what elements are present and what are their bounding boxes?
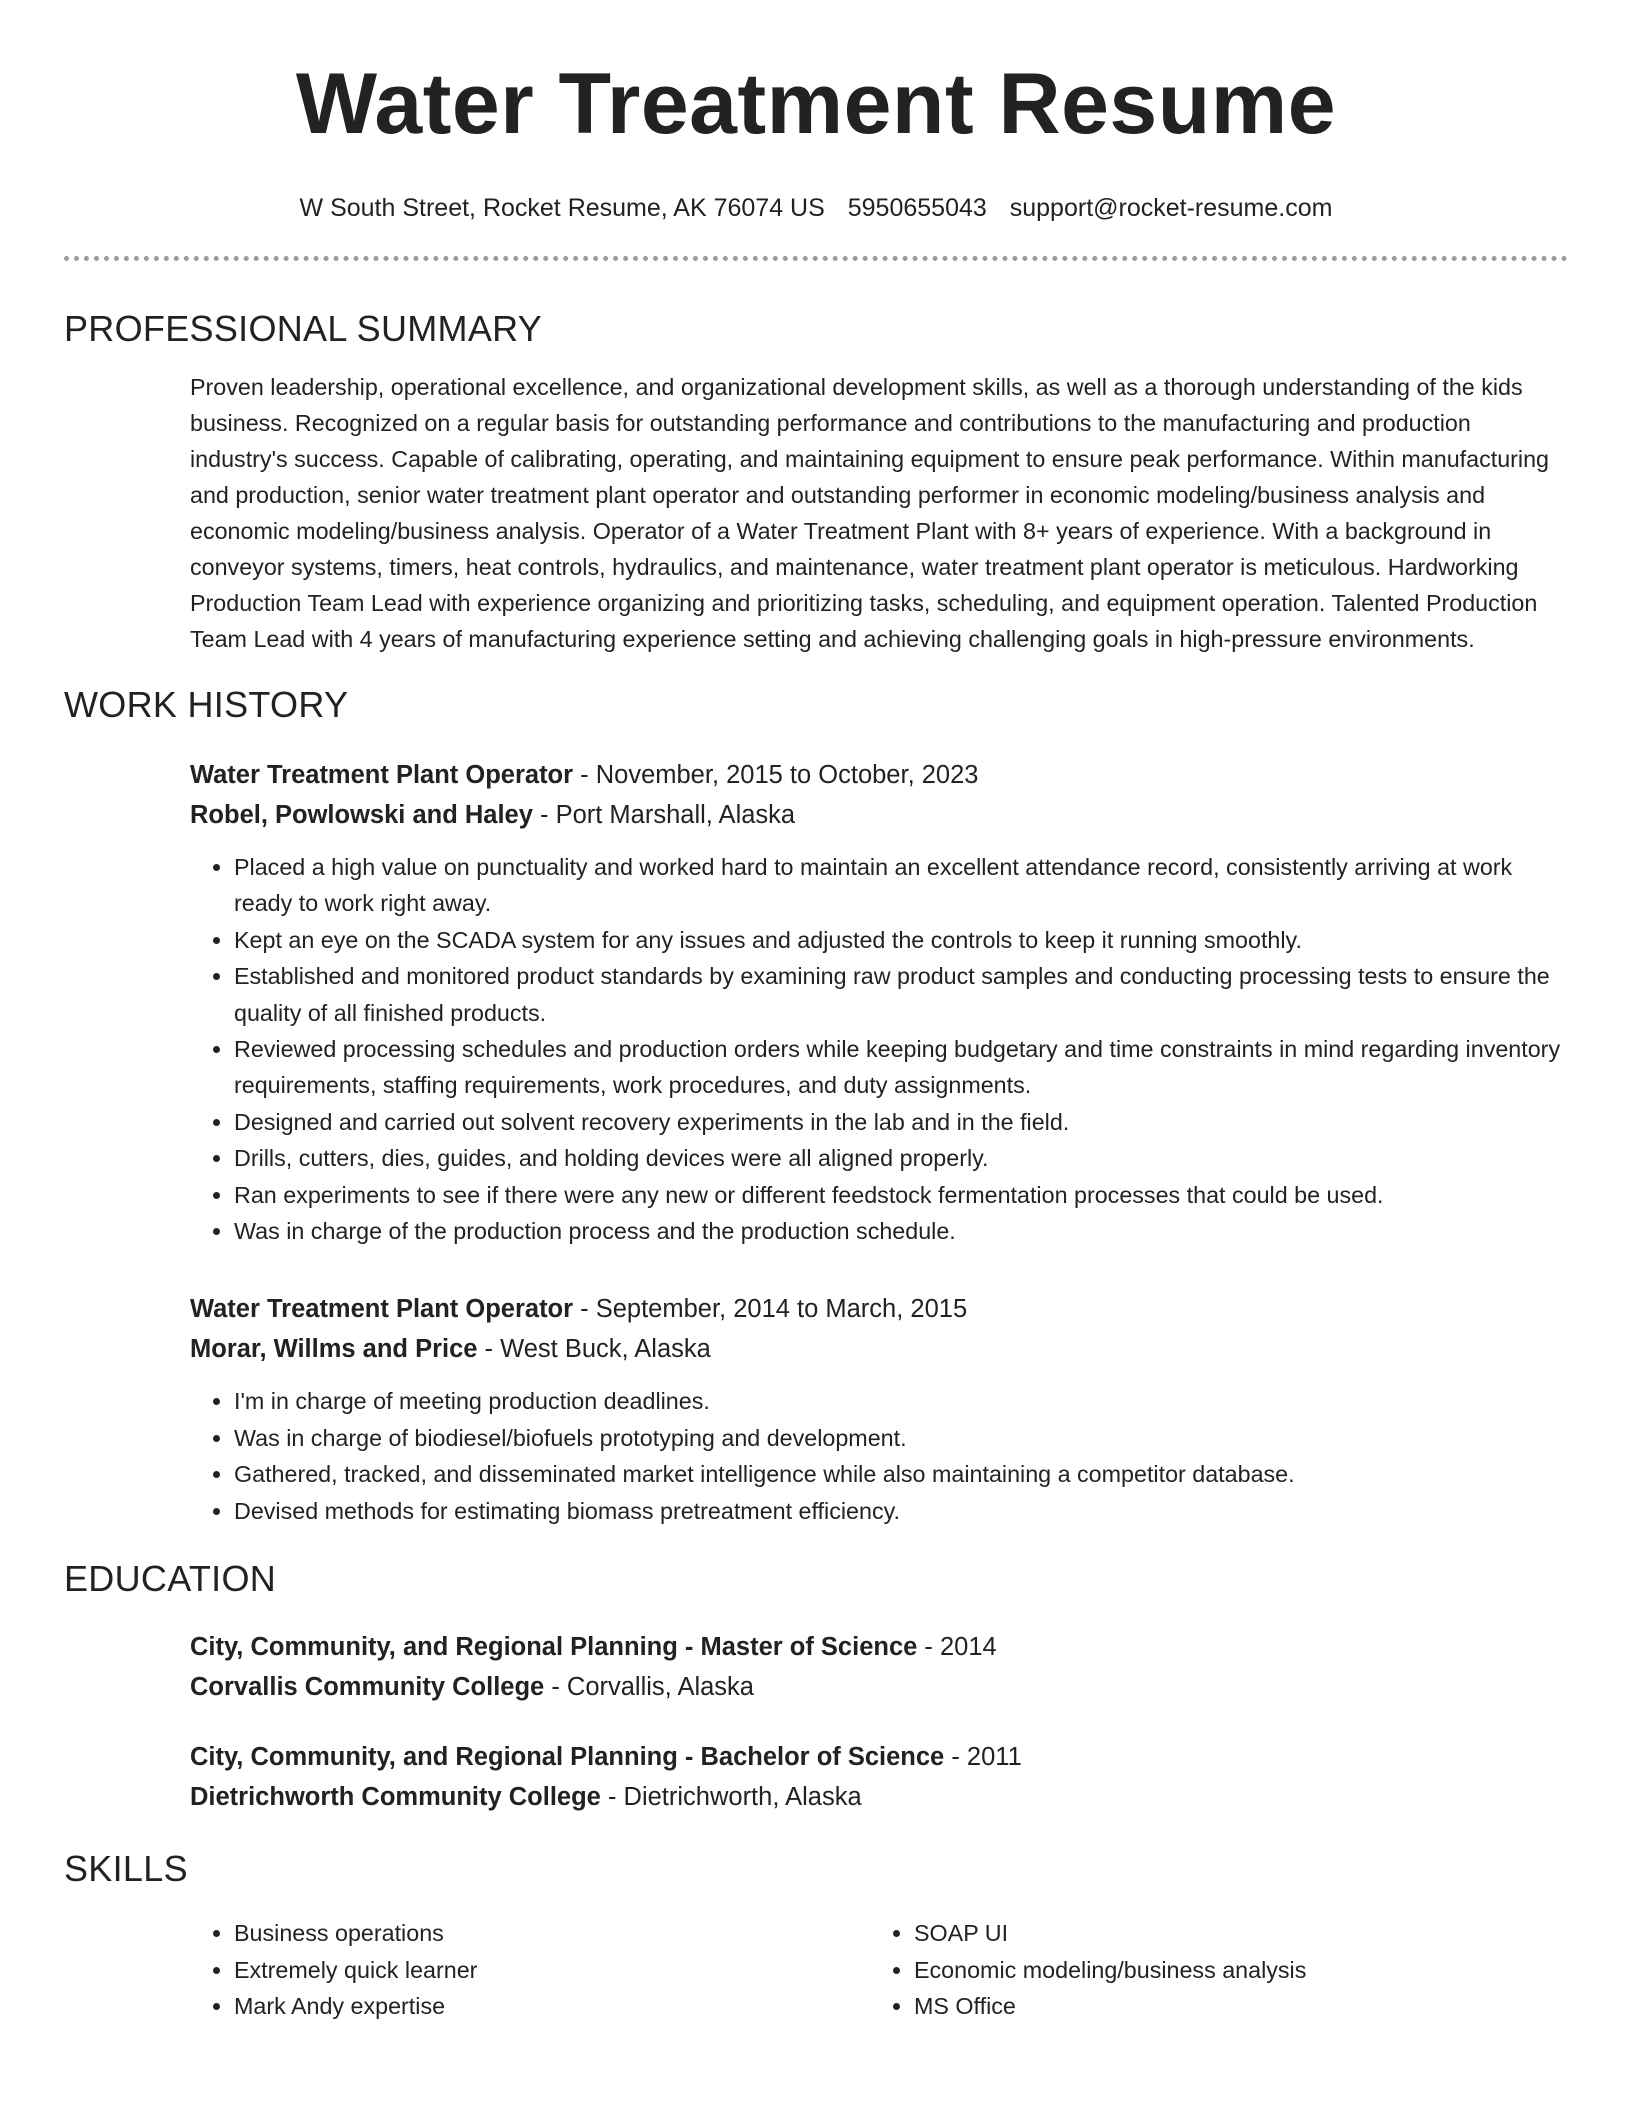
education-school: Corvallis Community College bbox=[190, 1673, 545, 1702]
work-history-heading: WORK HISTORY bbox=[64, 684, 349, 725]
education-location: - Corvallis, Alaska bbox=[544, 1673, 754, 1702]
job-bullet: • Placed a high value on punctuality and worked hard to maintain an excellent attendance record, consistently arriving at work ready to work right away. bbox=[234, 849, 1568, 922]
header-divider bbox=[64, 256, 1568, 261]
job-title-line bbox=[190, 1289, 1568, 1329]
skill-item: • Business operations bbox=[234, 1915, 870, 1951]
education-entry bbox=[190, 1627, 1568, 1707]
resume-name: Water Treatment Resume bbox=[295, 56, 1337, 152]
job-dates: - September, 2014 to March, 2015 bbox=[573, 1295, 968, 1324]
job-dates: - November, 2015 to October, 2023 bbox=[573, 761, 979, 789]
job-entry bbox=[190, 755, 1568, 1249]
education-school-line bbox=[190, 1667, 1568, 1707]
job-title-line bbox=[190, 755, 1568, 795]
job-bullet: • Kept an eye on the SCADA system for any issues and adjusted the controls to keep it running smoothly. bbox=[234, 922, 1568, 958]
job-location: - Port Marshall, Alaska bbox=[532, 801, 796, 829]
education-school: Dietrichworth Community College bbox=[190, 1783, 601, 1812]
job-bullet: • Reviewed processing schedules and production orders while keeping budgetary and time constraints in mind regarding inventory requirements, staffing requirements, work procedures, and duty assignments. bbox=[234, 1031, 1568, 1104]
skill-item: • Economic modeling/business analysis bbox=[914, 1952, 1550, 1988]
job-entry bbox=[190, 1289, 1568, 1529]
job-bullet: • Was in charge of biodiesel/biofuels prototyping and development. bbox=[234, 1420, 1568, 1456]
summary-heading: PROFESSIONAL SUMMARY bbox=[64, 308, 543, 349]
resume-header bbox=[64, 0, 1568, 261]
education-degree: City, Community, and Regional Planning - Bachelor of Science bbox=[190, 1743, 945, 1772]
job-bullets bbox=[190, 1383, 1568, 1529]
skill-item: • MS Office bbox=[914, 1988, 1550, 2024]
education-year: - 2011 bbox=[944, 1743, 1022, 1772]
contact-line bbox=[64, 192, 1568, 224]
education-degree: City, Community, and Regional Planning - Master of Science bbox=[190, 1633, 918, 1662]
contact-email: support@rocket-resume.com bbox=[1009, 194, 1333, 222]
job-company-line bbox=[190, 795, 1568, 835]
job-location: - West Buck, Alaska bbox=[477, 1335, 711, 1364]
education-heading: EDUCATION bbox=[64, 1558, 277, 1600]
education-school-line bbox=[190, 1777, 1568, 1817]
skill-item: • SOAP UI bbox=[914, 1915, 1550, 1951]
job-bullets bbox=[190, 849, 1568, 1249]
summary-text: Proven leadership, operational excellence, and organizational development skills, as well as a thorough understanding of the kids business. Recognized on a regular basis for outstanding performance and contributions to the manufacturing and production industry's success. Capable of calibrating, operating, and maintaining equipment to ensure peak performance. Within manufacturing and production, senior water treatment plant operator and outstanding performer in economic modeling/business analysis and economic modeling/business analysis. Operator of a Water Treatment Plant with 8+ years of experience. With a background in conveyor systems, timers, heat controls, hydraulics, and maintenance, water treatment plant operator is meticulous. Hardworking Production Team Lead with experience organizing and prioritizing tasks, scheduling, and equipment operation. Talented Production Team Lead with 4 years of manufacturing experience setting and achieving challenging goals in high-pressure environments. bbox=[190, 374, 1550, 652]
job-bullet: • Gathered, tracked, and disseminated market intelligence while also maintaining a competitor database. bbox=[234, 1456, 1568, 1492]
job-bullet: • Established and monitored product standards by examining raw product samples and conducting processing tests to ensure the quality of all finished products. bbox=[234, 958, 1568, 1031]
job-company: Robel, Powlowski and Haley bbox=[190, 801, 533, 829]
skill-item: • Extremely quick learner bbox=[234, 1952, 870, 1988]
job-role: Water Treatment Plant Operator bbox=[190, 761, 574, 789]
education-year: - 2014 bbox=[917, 1633, 997, 1662]
job-company-line bbox=[190, 1329, 1568, 1369]
skills-left-column bbox=[190, 1915, 870, 2024]
education-degree-line bbox=[190, 1737, 1568, 1777]
job-bullet: • Designed and carried out solvent recovery experiments in the lab and in the field. bbox=[234, 1104, 1568, 1140]
contact-address: W South Street, Rocket Resume, AK 76074 US bbox=[299, 194, 825, 222]
education-entry bbox=[190, 1737, 1568, 1817]
job-role: Water Treatment Plant Operator bbox=[190, 1295, 574, 1324]
skill-item: • Mark Andy expertise bbox=[234, 1988, 870, 2024]
skills-right-column bbox=[870, 1915, 1550, 2024]
skills-heading: SKILLS bbox=[64, 1848, 188, 1890]
skills-columns bbox=[190, 1915, 1568, 2024]
education-location: - Dietrichworth, Alaska bbox=[600, 1783, 862, 1812]
contact-phone: 5950655043 bbox=[847, 194, 987, 222]
job-bullet: • Drills, cutters, dies, guides, and holding devices were all aligned properly. bbox=[234, 1140, 1568, 1176]
education-degree-line bbox=[190, 1627, 1568, 1667]
job-bullet: • Devised methods for estimating biomass pretreatment efficiency. bbox=[234, 1493, 1568, 1529]
job-bullet: • Ran experiments to see if there were any new or different feedstock fermentation processes that could be used. bbox=[234, 1177, 1568, 1213]
job-bullet: • Was in charge of the production process and the production schedule. bbox=[234, 1213, 1568, 1249]
job-company: Morar, Willms and Price bbox=[190, 1335, 478, 1364]
job-bullet: • I'm in charge of meeting production deadlines. bbox=[234, 1383, 1568, 1419]
